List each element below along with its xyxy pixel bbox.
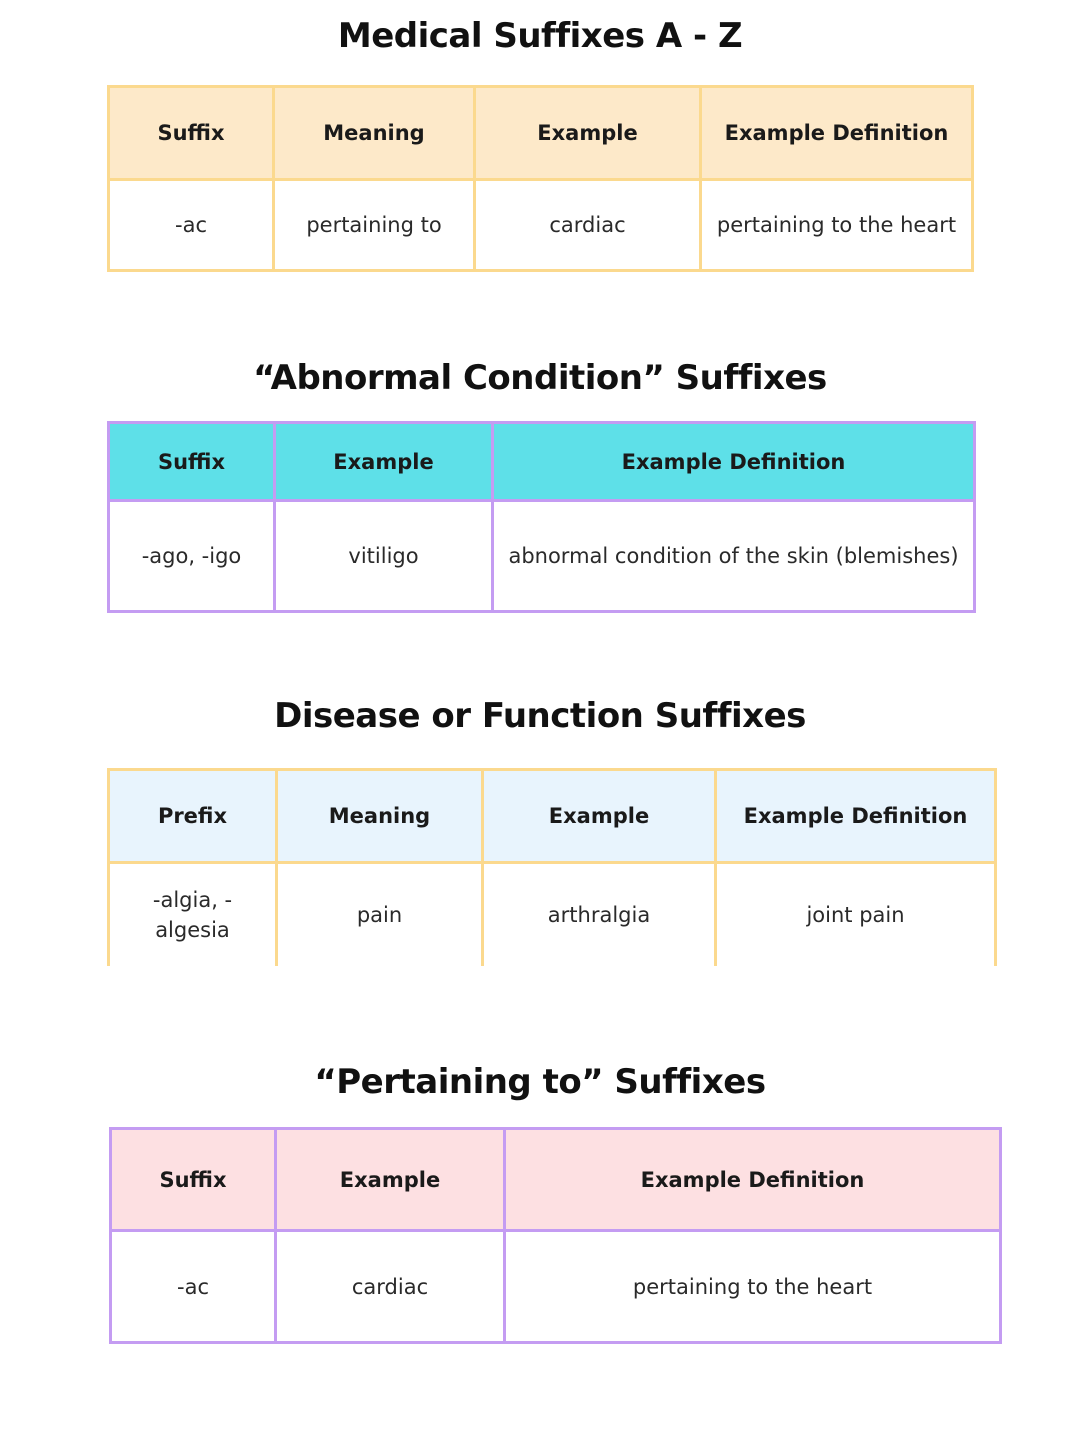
table-header-row [109,423,975,501]
header-example-definition: Example Definition [716,770,996,863]
cell-prefix: -algia, -algesia [109,863,277,966]
section-1-title: Medical Suffixes A - Z [337,16,743,56]
header-example-definition: Example Definition [505,1129,1001,1231]
cell-example: cardiac [475,180,701,271]
header-meaning: Meaning [277,770,483,863]
cell-example-definition: pertaining to the heart [701,180,973,271]
section-3-title: Disease or Function Suffixes [274,696,806,736]
cell-example: cardiac [276,1231,505,1343]
table-row [109,180,973,271]
table-row [109,501,975,612]
table-row [109,863,996,966]
medical-suffixes-table [107,85,974,272]
header-example-definition: Example Definition [701,87,973,180]
cell-suffix: -ac [111,1231,276,1343]
cell-example: vitiligo [275,501,493,612]
header-meaning: Meaning [274,87,475,180]
disease-function-table [107,768,997,966]
cell-suffix: -ac [109,180,274,271]
cell-suffix: -ago, -igo [109,501,275,612]
header-suffix: Suffix [111,1129,276,1231]
table-row [111,1231,1001,1343]
cell-meaning: pain [277,863,483,966]
header-suffix: Suffix [109,423,275,501]
pertaining-to-table [109,1127,1002,1344]
cell-example-definition: pertaining to the heart [505,1231,1001,1343]
header-example: Example [276,1129,505,1231]
table-header-row [109,770,996,863]
section-4-title: “Pertaining to” Suffixes [314,1062,766,1102]
cell-example: arthralgia [483,863,716,966]
header-prefix: Prefix [109,770,277,863]
abnormal-condition-table [107,421,976,613]
cell-meaning: pertaining to [274,180,475,271]
header-example: Example [275,423,493,501]
header-suffix: Suffix [109,87,274,180]
table-header-row [109,87,973,180]
header-example: Example [475,87,701,180]
table-header-row [111,1129,1001,1231]
header-example: Example [483,770,716,863]
header-example-definition: Example Definition [493,423,975,501]
cell-example-definition: abnormal condition of the skin (blemishes) [493,501,975,612]
cell-example-definition: joint pain [716,863,996,966]
section-2-title: “Abnormal Condition” Suffixes [253,358,827,398]
